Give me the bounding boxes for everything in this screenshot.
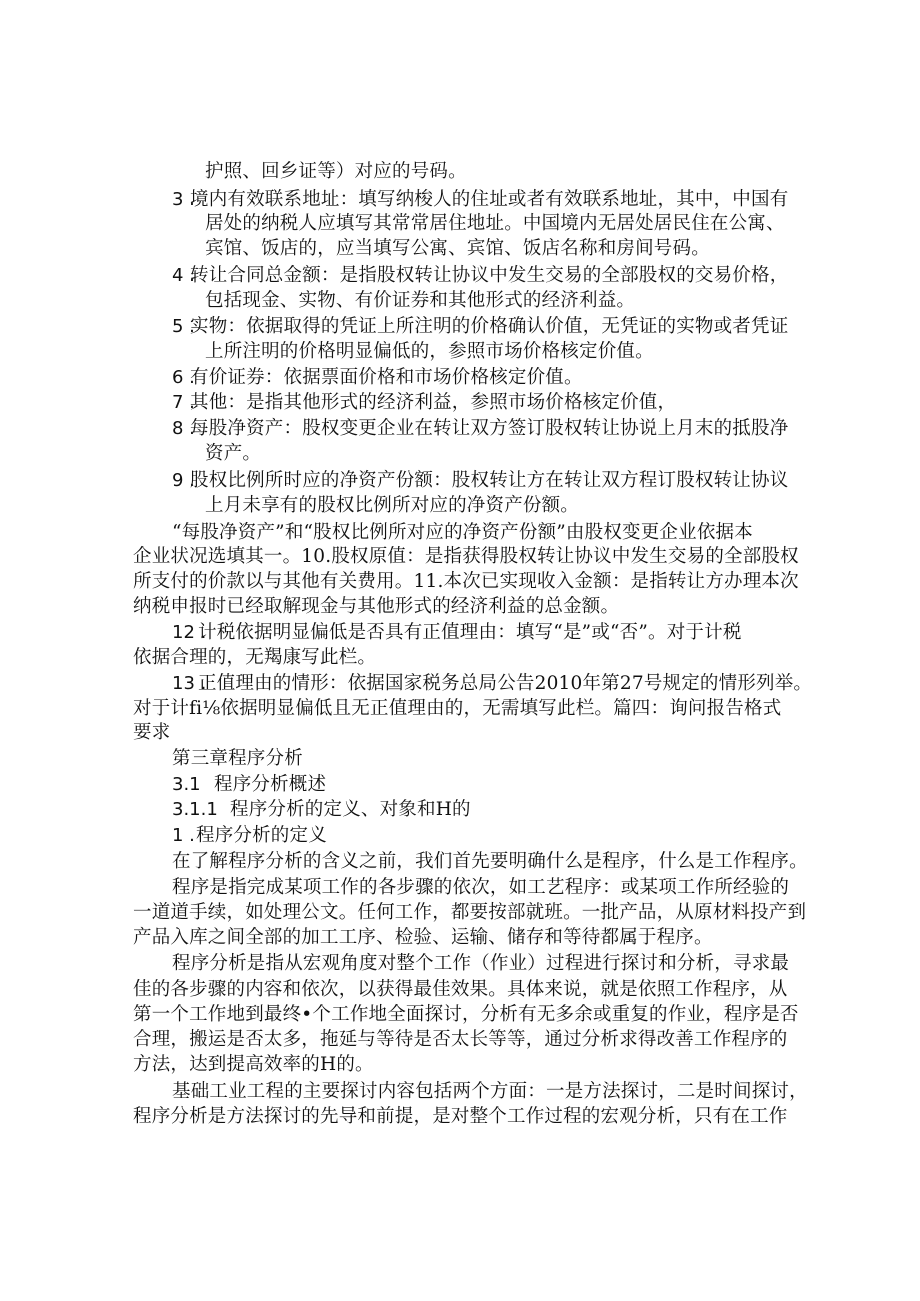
- text-line: 其他：是指其他形式的经济利益，参照市场价格核定价值，: [190, 392, 677, 413]
- text-line: 转让合同总金额：是指股权转让协议中发生交易的全部股权的交易价格，: [190, 265, 789, 286]
- text-line: 佳的各步骤的内容和依次，以获得最佳效果。具体来说，就是依照工作程序，从: [133, 979, 788, 1000]
- text-line: 程序分析是指从宏观角度对整个工作（作业）过程进行探讨和分析，寻求最: [172, 953, 790, 974]
- list-number: 13 .: [172, 673, 207, 694]
- list-number: 5 .: [172, 316, 195, 337]
- text-line: 有价证券：依据票面价格和市场价格核定价值。: [190, 367, 583, 388]
- text-line: 计税依据明显偏低是否具有正值理由：填写“是”或“否”。对于计税: [198, 622, 742, 643]
- text-line: 境内有效联系地址：填写纳梭人的住址或者有效联系地址，其中，中国有: [190, 189, 789, 210]
- text-line: 程序分析是方法探讨的先导和前提，是对整个工作过程的宏观分析，只有在工作: [133, 1106, 788, 1127]
- list-number: 6 .: [172, 367, 195, 388]
- text-line: 对于计fi⅛依据明显偏低且无正值理由的，无需填写此栏。篇四：询问报告格式: [133, 698, 782, 719]
- text-line: 合理，搬运是否太多，拖延与等待是否太长等等，通过分析求得改善工作程序的: [133, 1029, 788, 1050]
- text-line: 每股净资产：股权变更企业在转让双方签订股权转让协说上月末的抵股净: [190, 418, 789, 439]
- text-line: 产品入库之间全部的加工工序、检验、运输、储存和等待都属于程序。: [133, 927, 713, 948]
- text-line: 企业状况选填其一。10.股权原值：是指获得股权转让协议中发生交易的全部股权: [133, 546, 799, 567]
- section-number: 3.1.1: [172, 799, 218, 820]
- list-number: 9 .: [172, 470, 195, 491]
- text-line: 纳税申报时已经取解现金与其他形式的经济利益的总金额。: [133, 596, 620, 617]
- text-line: 包括现金、实物、有价证券和其他形式的经济利益。: [205, 290, 636, 311]
- text-line: 所支付的价款以与其他有关费用。11.本次已实现收入金额：是指转让方办理本次: [133, 571, 799, 592]
- text-line: 依据合理的，无羯康写此栏。: [133, 647, 377, 668]
- list-number: 4 .: [172, 265, 195, 286]
- text-line: 宾馆、饭店的，应当填写公寓、宾馆、饭店名称和房间号码。: [205, 238, 710, 259]
- text-line: 在了解程序分析的含义之前，我们首先要明确什么是程序，什么是工作程序。: [172, 851, 808, 872]
- list-number: 1 .: [172, 825, 195, 846]
- text-line: 实物：依据取得的凭证上所注明的价格确认价值，无凭证的实物或者凭证: [190, 316, 789, 337]
- text-line: 上月未享有的股权比例所对应的净资产份额。: [205, 495, 580, 516]
- chapter-heading: 第三章程序分析: [172, 748, 303, 769]
- text-line: 一道道手续，如处理公文。任何工作，都要按部就班。一批产品，从原材料投产到: [133, 902, 807, 923]
- text-line: 居处的纳税人应填写其常常居住地址。中国境内无居处居民住在公寓、: [205, 213, 785, 234]
- list-number: 8 .: [172, 418, 195, 439]
- text-line: 上所注明的价格明显偏低的，参照市场价格核定价值。: [205, 341, 654, 362]
- text-line: 方法，达到提高效率的H的。: [133, 1054, 374, 1075]
- section-number: 3.1: [172, 774, 201, 795]
- list-number: 7 .: [172, 392, 195, 413]
- text-line: 程序分析的定义: [196, 825, 327, 846]
- text-line: 第一个工作地到最终•个工作地全面探讨，分析有无多余或重复的作业，程序是否: [133, 1004, 799, 1025]
- list-number: 3 .: [172, 189, 195, 210]
- text-line: 股权比例所时应的净资产份额：股权转让方在转让双方程订股权转让协议: [190, 470, 789, 491]
- text-line: 基础工业工程的主要探讨内容包括两个方面：一是方法探讨，二是时间探讨，: [172, 1081, 808, 1102]
- text-line: 护照、回乡证等）对应的号码。: [205, 161, 467, 182]
- text-line: 正值理由的情形：依据国家税务总局公告2010年第27号规定的情形列举。: [198, 673, 813, 694]
- section-heading: 程序分析的定义、对象和H的: [230, 799, 471, 820]
- list-number: 12 .: [172, 622, 207, 643]
- section-heading: 程序分析概述: [214, 774, 327, 795]
- text-line: 要求: [133, 722, 171, 743]
- text-line: 资产。: [205, 443, 262, 464]
- text-line: “每股净资产”和“股权比例所对应的净资产份额”由股权变更企业依据本: [172, 522, 753, 543]
- text-line: 程序是指完成某项工作的各步骤的依次，如工艺程序：或某项工作所经验的: [172, 877, 790, 898]
